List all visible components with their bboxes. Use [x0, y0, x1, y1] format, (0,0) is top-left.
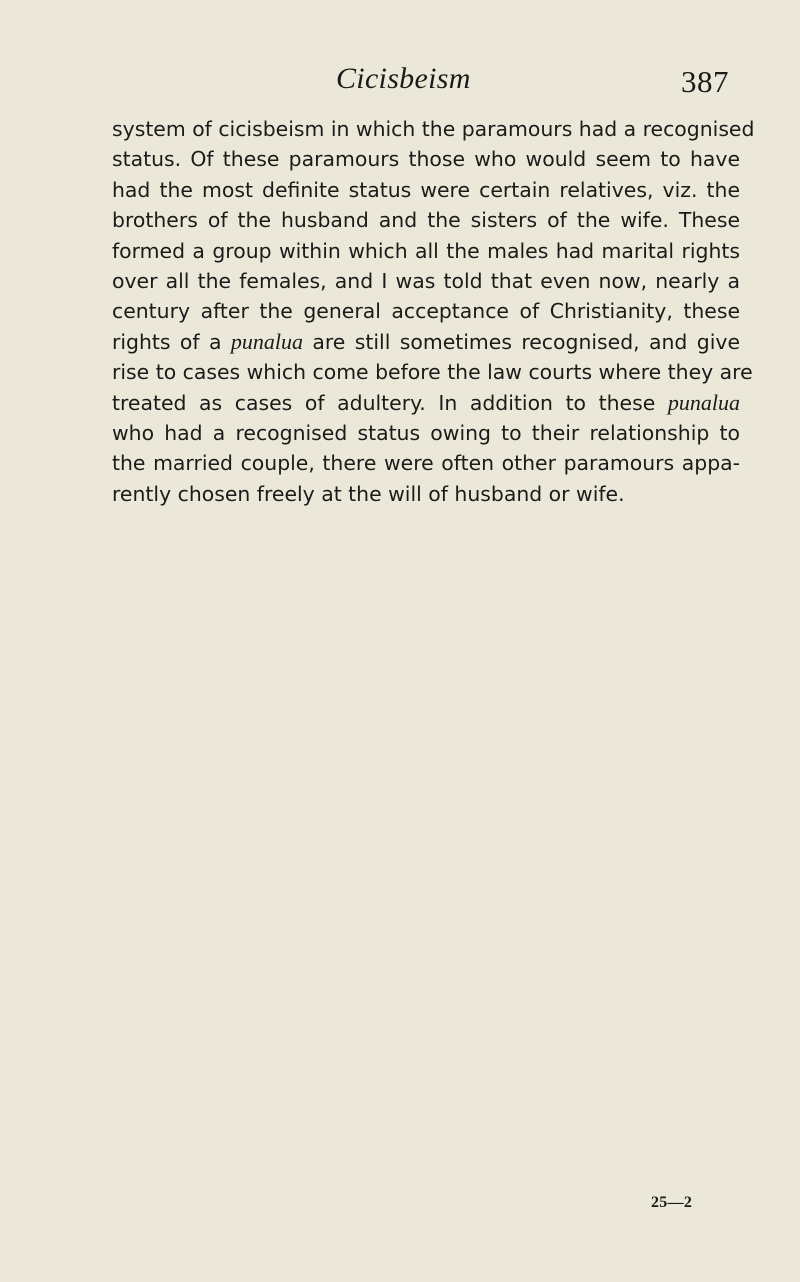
text-line	[112, 114, 755, 144]
text-line	[112, 357, 753, 387]
text-line	[112, 144, 740, 174]
text-run: over all the females, and I was told that even now, nearly a	[112, 268, 740, 293]
text-line	[112, 266, 740, 296]
text-run: rently chosen freely at the will of husband or wife.	[112, 481, 625, 506]
text-run: had the most definite status were certain relatives, viz. the	[112, 177, 740, 202]
text-run: treated as cases of adultery. In addition to these	[112, 390, 668, 415]
running-head	[0, 60, 800, 108]
text-run: who had a recognised status owing to their relationship to	[112, 420, 740, 445]
text-run: brothers of the husband and the sisters of the wife. These	[112, 208, 740, 233]
text-line	[112, 175, 740, 205]
body-paragraph	[112, 114, 755, 509]
text-line	[112, 448, 740, 478]
text-run: rise to cases which come before the law courts where they are	[112, 360, 753, 385]
text-run: the married couple, there were often other paramours appa-	[112, 451, 740, 476]
text-run: system of cicisbeism in which the paramours had a recognised	[112, 117, 755, 141]
signature-mark: 25—2	[651, 1194, 693, 1211]
text-line	[112, 479, 740, 509]
running-title: Cicisbeism	[336, 62, 471, 95]
text-line	[112, 296, 740, 326]
italic-term: punalua	[230, 328, 303, 354]
text-run: are still sometimes recognised, and give	[302, 329, 740, 354]
text-line	[112, 327, 740, 357]
italic-term: punalua	[667, 389, 740, 415]
text-run: formed a group within which all the males had marital rights	[112, 238, 740, 263]
page-number: 387	[681, 64, 729, 99]
text-line	[112, 205, 740, 235]
text-run: status. Of these paramours those who would seem to have	[112, 147, 740, 172]
text-line	[112, 236, 740, 266]
text-line	[112, 418, 740, 448]
text-run: rights of a	[112, 329, 231, 354]
text-run: century after the general acceptance of Christianity, these	[112, 299, 740, 324]
text-line	[112, 388, 740, 418]
